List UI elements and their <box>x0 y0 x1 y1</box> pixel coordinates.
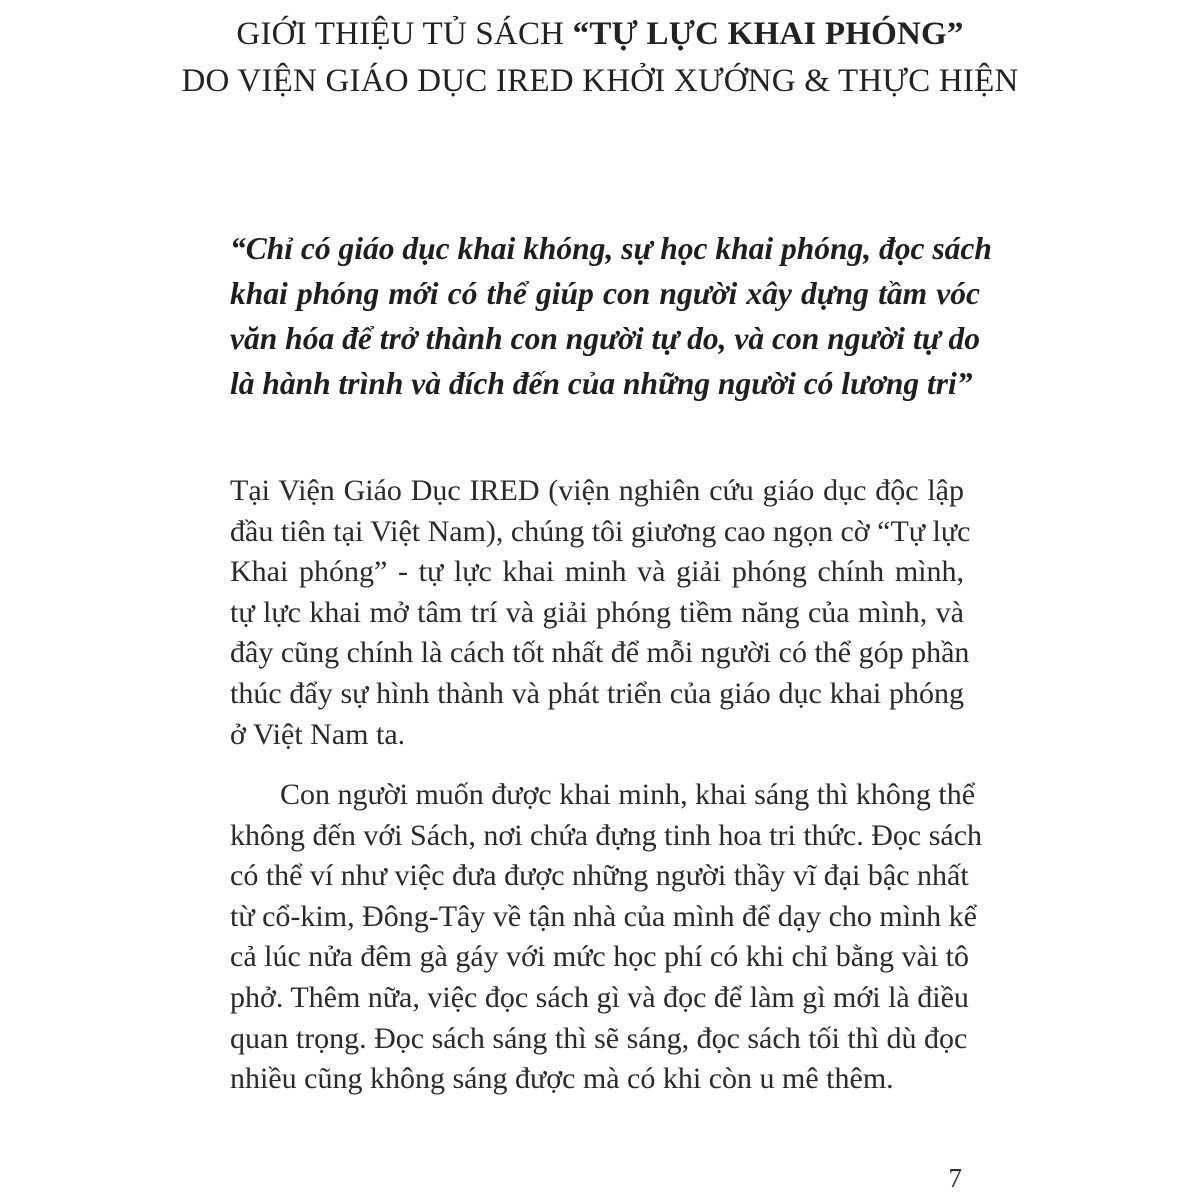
text-line: đây cũng chính là cách tốt nhất để mỗi người có thể góp phần <box>230 636 970 670</box>
text-line: Khai phóng” - tự lực khai minh và giải phóng chính mình, <box>230 555 964 589</box>
heading-series-title: “TỰ LỰC KHAI PHÓNG” <box>572 16 964 52</box>
text-line: không đến với Sách, nơi chứa đựng tinh hoa tri thức. Đọc sách <box>230 818 983 852</box>
text-line: thúc đẩy sự hình thành và phát triển của giáo dục khai phóng <box>230 676 964 710</box>
quote-line: là hành trình và đích đến của những người có lương tri” <box>230 366 973 401</box>
text-line: Con người muốn được khai minh, khai sáng thì không thể <box>280 778 976 811</box>
text-line: tự lực khai mở tâm trí và giải phóng tiềm năng của mình, và <box>230 595 964 629</box>
paragraph-1 <box>230 471 971 755</box>
text-line: từ cổ-kim, Đông-Tây về tận nhà của mình để dạy cho mình kể <box>230 899 977 933</box>
epigraph-quote <box>230 226 992 406</box>
page-heading-line-2: DO VIỆN GIÁO DỤC IRED KHỞI XƯỚNG & THỰC HIỆN <box>181 63 1019 99</box>
quote-line: “Chỉ có giáo dục khai khóng, sự học khai phóng, đọc sách <box>230 231 992 266</box>
text-line: Tại Viện Giáo Dục IRED (viện nghiên cứu giáo dục độc lập <box>230 474 964 507</box>
quote-line: văn hóa để trở thành con người tự do, và con người tự do <box>230 321 980 356</box>
page-number: 7 <box>948 1163 962 1193</box>
text-line: có thể ví như việc đưa được những người thầy vĩ đại bậc nhất <box>230 859 969 893</box>
page-heading-line-1 <box>150 18 1050 51</box>
paragraph-2 <box>230 775 983 1100</box>
text-line: phở. Thêm nữa, việc đọc sách gì và đọc để làm gì mới là điều <box>230 980 969 1014</box>
heading-prefix: GIỚI THIỆU TỦ SÁCH <box>236 16 573 52</box>
text-line: cả lúc nửa đêm gà gáy với mức học phí có khi chỉ bằng vài tô <box>230 940 969 974</box>
quote-line: khai phóng mới có thể giúp con người xây dựng tầm vóc <box>230 276 980 311</box>
text-line: đầu tiên tại Việt Nam), chúng tôi giương cao ngọn cờ “Tự lực <box>230 514 971 548</box>
text-line: quan trọng. Đọc sách sáng thì sẽ sáng, đọc sách tối thì dù đọc <box>230 1021 968 1055</box>
text-line: ở Việt Nam ta. <box>230 717 406 751</box>
text-line: nhiều cũng không sáng được mà có khi còn u mê thêm. <box>230 1062 894 1096</box>
